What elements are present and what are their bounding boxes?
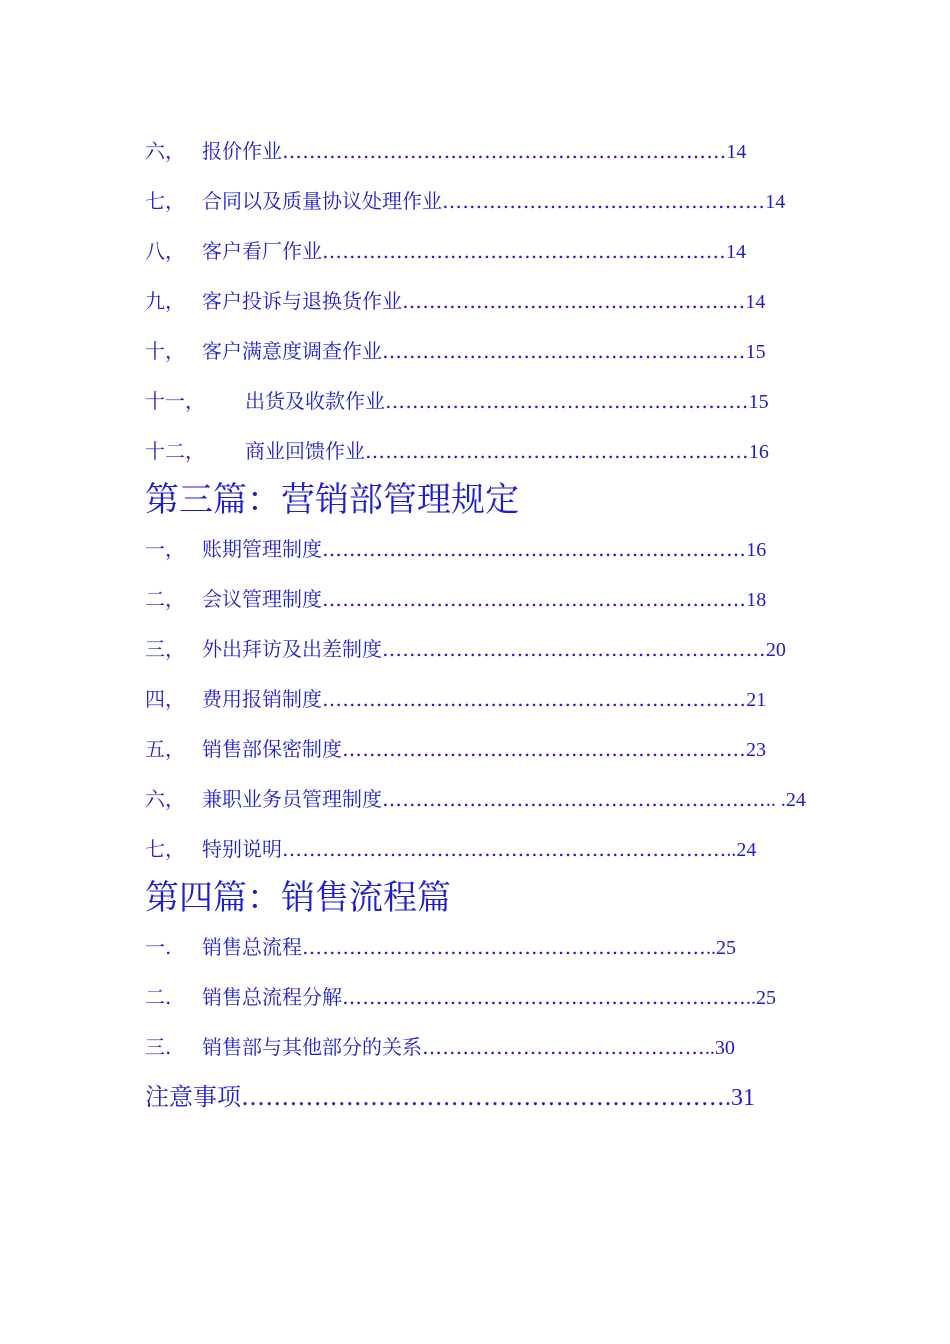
toc-entry-notes[interactable] [145,1080,755,1114]
toc-entry-title: 销售总流程 [202,935,302,959]
toc-leader: …………………………………………………… [342,737,746,761]
toc-entry-number: 六， [145,139,185,163]
toc-entry-number: 七， [145,189,185,213]
toc-entry[interactable] [145,584,766,614]
toc-entry[interactable] [145,436,769,466]
toc-entry-number: 四， [145,687,185,711]
toc-entry[interactable] [145,336,766,366]
toc-page-number: 14 [726,241,746,263]
toc-entry-title: 会议管理制度 [202,587,322,611]
toc-page-number: 15 [748,391,769,413]
toc-entry-number: 三， [145,637,185,661]
toc-entry[interactable] [145,982,776,1012]
toc-entry[interactable] [145,634,786,664]
toc-leader: …………………………………………… [402,289,746,313]
toc-leader: ……………………………………………………… [322,587,747,611]
toc-page-number: 21 [746,689,767,711]
toc-page-number: 20 [765,639,786,661]
toc-entry-title: 账期管理制度 [202,537,322,561]
toc-entry-number: 五， [145,737,185,761]
toc-entry[interactable] [145,684,766,714]
toc-page-number: 14 [726,141,747,163]
toc-entry-number: 二. [145,985,172,1009]
toc-entry-title: 报价作业 [202,139,282,163]
toc-entry-number: 六， [145,787,185,811]
toc-leader: ……………………………………………………… [322,537,747,561]
toc-page-number: ..25 [706,937,736,959]
toc-entry-title: 兼职业务员管理制度 [202,787,382,811]
toc-leader: ……………………………………………… [382,339,746,363]
toc-entry[interactable] [145,1032,735,1062]
toc-page-number: 15 [745,341,766,363]
toc-entry-number: 一， [145,537,185,561]
toc-entry-number: 八， [145,239,185,263]
toc-leader: ……………………………………………………… [322,687,747,711]
toc-entry-number: 三. [145,1035,172,1059]
toc-entry-title: 合同以及质量协议处理作业 [202,189,442,213]
toc-entry[interactable] [145,734,766,764]
toc-entry[interactable] [145,236,746,266]
toc-entry-number: 十， [145,339,185,363]
toc-entry-title: 销售总流程分解 [202,985,342,1009]
toc-entry[interactable] [145,136,746,166]
toc-page-number: 18 [746,589,767,611]
toc-leader: ………………………………………………… [382,787,766,811]
toc-leader: …………………………………… [422,1035,705,1059]
toc-entry-number: 一. [145,935,172,959]
toc-page-number: .31 [725,1085,755,1111]
toc-leader: …………………………………………………… [322,239,726,263]
section-heading[interactable]: 第四篇：销售流程篇 [145,878,451,918]
toc-entry[interactable] [145,784,806,814]
toc-entry-title: 费用报销制度 [202,687,322,711]
toc-entry-title: 出货及收款作业 [245,389,385,413]
toc-leader: …………………………………………………… [241,1083,725,1111]
toc-page-number: 14 [745,291,766,313]
toc-entry-title: 外出拜访及出差制度 [202,637,382,661]
toc-entry-number: 十一， [145,389,205,413]
toc-leader: ………………………………………………………… [282,139,727,163]
toc-page-number: 16 [746,539,767,561]
toc-entry[interactable] [145,932,736,962]
toc-entry-title: 商业回馈作业 [245,439,365,463]
toc-page-number: ..24 [726,839,757,861]
toc-page-number: ..25 [746,987,776,1009]
toc-entry-number: 二， [145,587,185,611]
toc-leader: …………………………………………………… [342,985,746,1009]
toc-page-number: 14 [765,191,786,213]
toc-entry-number: 七， [145,837,185,861]
toc-entry-number: 十二， [145,439,205,463]
toc-entry[interactable] [145,386,769,416]
toc-leader: …………………………………………………… [302,935,706,959]
toc-entry[interactable] [145,286,765,316]
toc-page-number: .. .24 [765,789,806,811]
toc-leader: ………………………………………………… [382,637,766,661]
toc-entry-title: 客户满意度调查作业 [202,339,382,363]
toc-entry[interactable] [145,534,766,564]
toc-entry-title: 特别说明 [202,837,282,861]
toc-entry[interactable] [145,186,785,216]
toc-entry-title: 销售部保密制度 [202,737,342,761]
toc-page-number: 23 [746,739,766,761]
toc-leader: ………………………………………………………… [282,837,727,861]
toc-leader: ……………………………………………… [385,389,749,413]
toc-entry-title: 客户投诉与退换货作业 [202,289,402,313]
toc-leader: ………………………………………………… [365,439,749,463]
toc-entry-title: 注意事项 [145,1083,241,1111]
toc-page-number: 16 [748,441,769,463]
toc-entry-number: 九， [145,289,185,313]
toc-entry[interactable] [145,834,756,864]
toc-entry-title: 销售部与其他部分的关系 [202,1035,422,1059]
toc-leader: ………………………………………… [442,189,766,213]
section-heading[interactable]: 第三篇：营销部管理规定 [145,480,519,520]
toc-entry-title: 客户看厂作业 [202,239,322,263]
toc-page-number: ..30 [704,1037,735,1059]
